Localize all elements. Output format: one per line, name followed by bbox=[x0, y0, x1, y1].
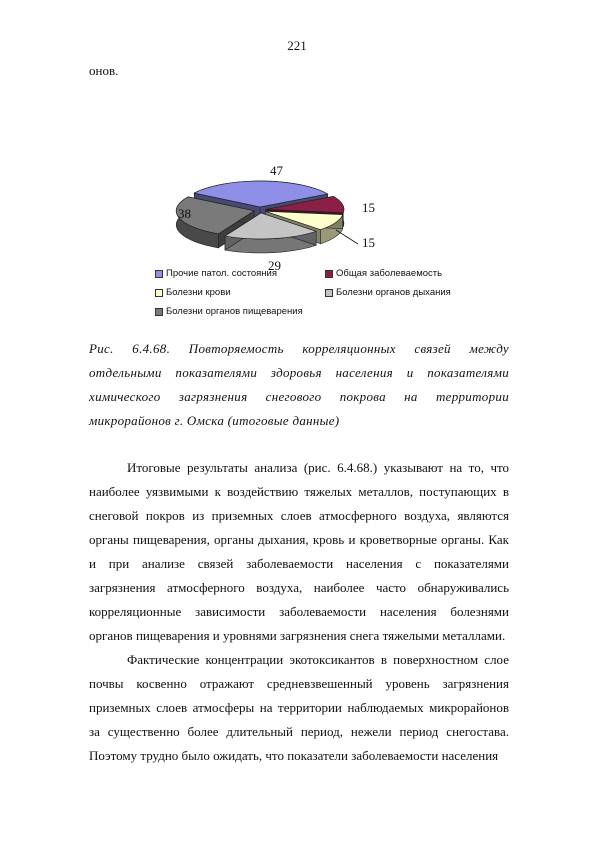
pie-data-label-5: 38 bbox=[178, 206, 191, 221]
legend-swatch bbox=[155, 270, 163, 278]
continuation-fragment: онов. bbox=[89, 63, 119, 78]
body-text bbox=[89, 456, 509, 768]
paragraph-2: Фактические концентрации экотоксикантов в поверхностном слое почвы косвенно отражают средневзвешенный уровень загрязнения приземных слоев атмосферы на территории наблюдаемых микрорайонов за существенно более длительный период, нежели период снегостава. Поэтому трудно было ожидать, что показатели заболеваемости населения bbox=[89, 652, 509, 763]
legend-swatch bbox=[325, 270, 333, 278]
legend-label: Болезни органов дыхания bbox=[336, 287, 451, 298]
legend-item-2 bbox=[325, 268, 442, 279]
legend-item-1 bbox=[155, 268, 277, 279]
legend-item-5 bbox=[155, 306, 303, 317]
legend-label: Прочие патол. состояния bbox=[166, 268, 277, 279]
legend-swatch bbox=[325, 289, 333, 297]
leader-line bbox=[336, 230, 358, 244]
legend-label: Болезни крови bbox=[166, 287, 231, 298]
legend-swatch bbox=[155, 308, 163, 316]
figure-caption: Рис. 6.4.68. Повторяемость корреляционных связей между отдельными показателями здоровья населения и показателями химического загрязнения снегового покрова на территории микрорайонов г. Омска (итоговые данные) bbox=[89, 341, 509, 428]
legend-label: Болезни органов пищеварения bbox=[166, 306, 303, 317]
legend-item-3 bbox=[155, 287, 231, 298]
paragraph-1: Итоговые результаты анализа (рис. 6.4.68.) указывают на то, что наиболее уязвимыми к воздействию тяжелых металлов, поступающих в снеговой покров из приземных слоев атмосферного воздуха, являются органы пищеварения, органы дыхания, кровь и кроветворные органы. Как и при анализе связей заболеваемости населения с показателями загрязнения атмосферного воздуха, наиболее часто обнаруживались корреляционные зависимости заболеваемости населения болезнями органов пищеварения и уровнями загрязнения снега тяжелыми металлами. bbox=[89, 460, 509, 643]
pie-data-label-3: 15 bbox=[362, 235, 375, 250]
pie-data-label-1: 47 bbox=[270, 163, 283, 178]
legend-label: Общая заболеваемость bbox=[336, 268, 443, 279]
legend-swatch bbox=[155, 289, 163, 297]
legend-item-4 bbox=[325, 287, 451, 298]
page-number: 221 bbox=[287, 38, 307, 53]
pie-data-label-2: 15 bbox=[362, 200, 375, 215]
pie-data-label-4: 29 bbox=[268, 258, 281, 273]
